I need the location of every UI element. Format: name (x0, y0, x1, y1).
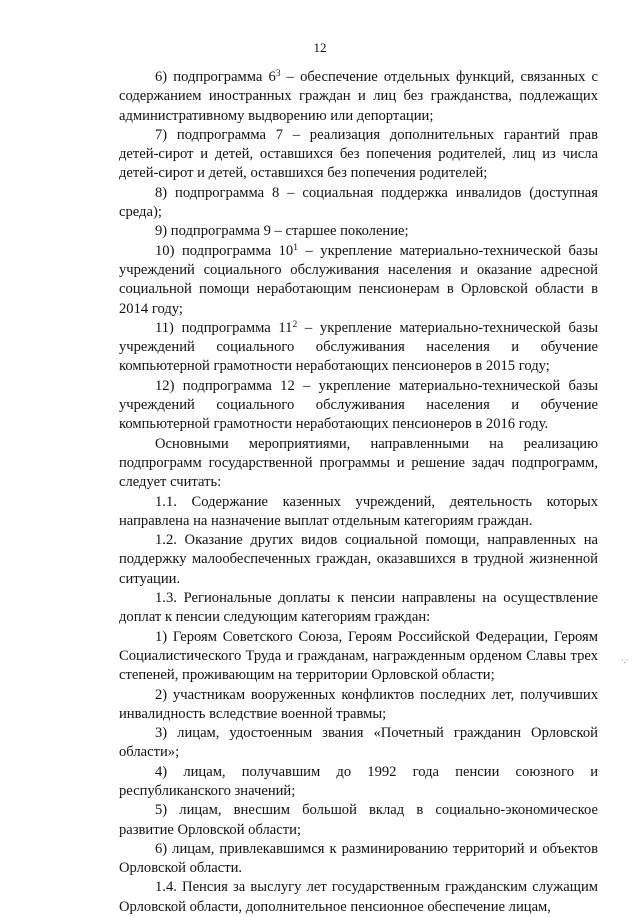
paragraph-text: 8) подпрограмма 8 – социальная поддержка инвалидов (доступная среда); (119, 184, 598, 221)
paragraph (119, 724, 598, 763)
paragraph-text: Основными мероприятиями, направленными на реализацию подпрограмм государственной программы и решение задач подпрограмм, следует считать: (119, 435, 598, 491)
paragraph-text: 1.4. Пенсия за выслугу лет государственным гражданским служащим Орловской области, дополнительное пенсионное обеспечение лицам, (119, 879, 598, 915)
paragraph (119, 319, 598, 377)
paragraph-text: 6) подпрограмма 6 (155, 69, 276, 85)
paragraph-text: 3) лицам, удостоенным звания «Почетный гражданин Орловской области»; (119, 725, 598, 761)
paragraph-text-continued: – укрепление материально-технической базы учреждений социального обслуживания населения и оказание адресной социальной помощи неработающим пенсионерам в Орловской области в 2014 году; (119, 242, 599, 317)
paragraph (119, 377, 598, 435)
paragraph (119, 878, 598, 917)
paragraph (119, 628, 598, 686)
paragraph-text: 4) лицам, получавшим до 1992 года пенсии союзного и республиканского значений; (119, 763, 598, 799)
paragraph-text: 7) подпрограмма 7 – реализация дополнительных гарантий прав детей-сирот и детей, оставшихся без попечения родителей, лиц из числа детей-сирот и детей, оставшихся без попечения родителей; (119, 126, 598, 182)
paragraph (119, 493, 598, 532)
scan-artifact: ·.· (621, 656, 629, 665)
paragraph (119, 840, 598, 879)
paragraph-text-continued: – укрепление материально-технической базы учреждений социального обслуживания населения и обучение компьютерной грамотности неработающих пенсионеров в 2015 году; (119, 319, 599, 375)
paragraph (119, 686, 598, 725)
paragraph-text: 1.1. Содержание казенных учреждений, деятельность которых направлена на назначение выплат отдельным категориям граждан. (119, 493, 598, 529)
paragraph (119, 589, 598, 628)
paragraph-text: 1) Героям Советского Союза, Героям Российской Федерации, Героям Социалистического Труда и гражданам, награжденным орденом Славы трех степеней, проживающим на территории Орловской области; (119, 628, 598, 684)
paragraph (119, 242, 598, 319)
paragraph (119, 531, 598, 589)
paragraph-text: 10) подпрограмма 10 (155, 242, 294, 259)
paragraph-text: 2) участникам вооруженных конфликтов последних лет, получивших инвалидность вследствие военной травмы; (119, 686, 598, 722)
paragraph-text-continued: – обеспечение отдельных функций, связанных с содержанием иностранных граждан и лиц без гражданства, подлежащих административному выдворению или депортации; (119, 69, 598, 124)
paragraph-text: 1.2. Оказание других видов социальной помощи, направленных на поддержку малообеспеченных граждан, оказавшихся в трудной жизненной ситуации. (119, 532, 598, 587)
paragraph-text: 12) подпрограмма 12 – укрепление материально-технической базы учреждений социального обслуживания населения и обучение компьютерной грамотности неработающих пенсионеров в 2016 году. (119, 377, 598, 433)
paragraph (119, 184, 598, 223)
superscript-index: 1 (293, 242, 298, 253)
paragraph (119, 801, 598, 840)
paragraph (119, 763, 598, 802)
paragraph-text: 1.3. Региональные доплаты к пенсии направлены на осуществление доплат к пенсии следующим категориям граждан: (119, 590, 598, 626)
paragraph-text: 11) подпрограмма 11 (155, 319, 293, 336)
paragraph (119, 222, 598, 241)
paragraph (119, 126, 598, 184)
paragraph-text: 6) лицам, привлекавшимся к разминированию территорий и объектов Орловской области. (119, 840, 598, 877)
paragraph-text: 9) подпрограмма 9 – старшее поколение; (155, 223, 409, 240)
paragraph (119, 68, 598, 126)
page-number: 12 (313, 40, 327, 55)
document-body (119, 68, 598, 917)
superscript-index: 3 (275, 69, 281, 79)
paragraph-text: 5) лицам, внесшим большой вклад в социально-экономическое развитие Орловской области; (119, 802, 598, 838)
paragraph (119, 435, 598, 493)
superscript-index: 2 (292, 319, 298, 330)
